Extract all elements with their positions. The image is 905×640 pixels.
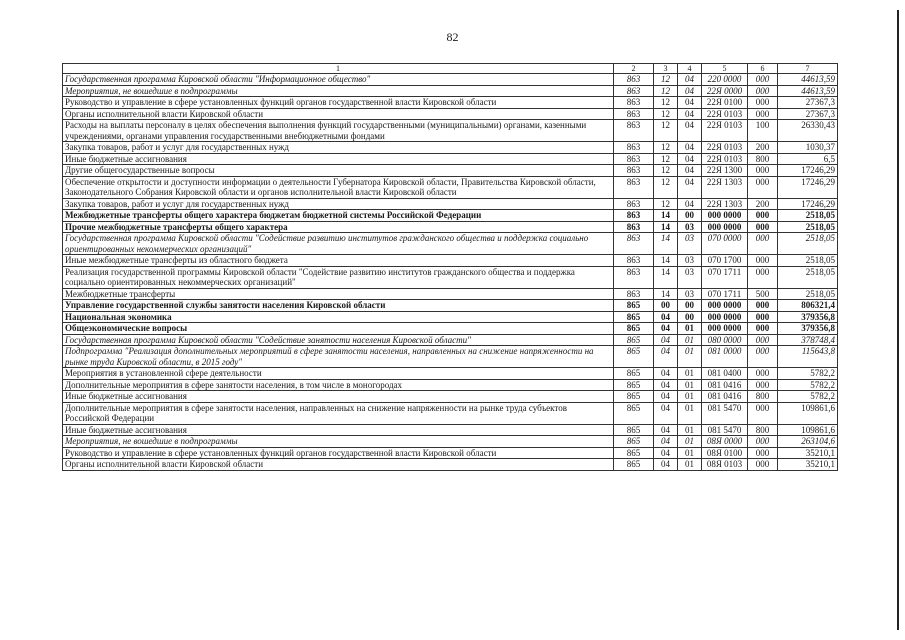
code-subsection: 01 (678, 379, 702, 391)
code-section: 14 (654, 210, 678, 222)
code-section: 12 (654, 97, 678, 109)
table-row (63, 266, 838, 288)
code-target-article: 08Я 0103 (702, 459, 748, 471)
row-amount: 379356,8 (778, 323, 838, 335)
code-expense-type: 000 (748, 459, 778, 471)
code-target-article: 22Я 0000 (702, 85, 748, 97)
row-amount: 109861,6 (778, 424, 838, 436)
table-row (63, 334, 838, 346)
code-expense-type: 800 (748, 391, 778, 403)
row-amount: 35210,1 (778, 447, 838, 459)
code-expense-type: 100 (748, 120, 778, 142)
row-description: Другие общегосударственные вопросы (63, 165, 614, 177)
row-amount: 17246,29 (778, 165, 838, 177)
row-amount: 379356,8 (778, 311, 838, 323)
code-target-article: 22Я 1303 (702, 198, 748, 210)
code-expense-type: 000 (748, 233, 778, 255)
code-expense-type: 000 (748, 379, 778, 391)
code-expense-type: 000 (748, 210, 778, 222)
code-ministry: 863 (614, 120, 654, 142)
code-section: 04 (654, 391, 678, 403)
code-ministry: 863 (614, 153, 654, 165)
code-target-article: 22Я 0103 (702, 142, 748, 154)
code-subsection: 01 (678, 436, 702, 448)
code-ministry: 865 (614, 334, 654, 346)
row-amount: 2518,05 (778, 288, 838, 300)
code-ministry: 863 (614, 85, 654, 97)
row-amount: 27367,3 (778, 108, 838, 120)
row-description: Закупка товаров, работ и услуг для государственных нужд (63, 142, 614, 154)
row-amount: 2518,05 (778, 210, 838, 222)
row-amount: 115643,8 (778, 346, 838, 368)
code-subsection: 01 (678, 323, 702, 335)
code-subsection: 04 (678, 108, 702, 120)
code-section: 12 (654, 165, 678, 177)
row-amount: 26330,43 (778, 120, 838, 142)
code-subsection: 04 (678, 74, 702, 86)
table-row (63, 97, 838, 109)
row-description: Общеэкономические вопросы (63, 323, 614, 335)
row-description: Иные бюджетные ассигнования (63, 424, 614, 436)
column-header: 5 (702, 64, 748, 74)
code-section: 04 (654, 334, 678, 346)
code-subsection: 00 (678, 311, 702, 323)
row-amount: 17246,29 (778, 176, 838, 198)
code-ministry: 865 (614, 368, 654, 380)
code-section: 04 (654, 379, 678, 391)
code-target-article: 22Я 0100 (702, 97, 748, 109)
code-target-article: 080 0000 (702, 334, 748, 346)
row-amount: 2518,05 (778, 255, 838, 267)
code-target-article: 22Я 0103 (702, 120, 748, 142)
row-description: Мероприятия, не вошедшие в подпрограммы (63, 85, 614, 97)
code-subsection: 01 (678, 402, 702, 424)
budget-table (62, 63, 838, 471)
code-ministry: 865 (614, 311, 654, 323)
row-description: Органы исполнительной власти Кировской области (63, 108, 614, 120)
code-subsection: 01 (678, 447, 702, 459)
code-target-article: 08Я 0000 (702, 436, 748, 448)
code-expense-type: 000 (748, 334, 778, 346)
row-amount: 378748,4 (778, 334, 838, 346)
code-expense-type: 000 (748, 323, 778, 335)
column-header: 2 (614, 64, 654, 74)
row-amount: 5782,2 (778, 368, 838, 380)
row-amount: 1030,37 (778, 142, 838, 154)
row-description: Межбюджетные трансферты общего характера бюджетам бюджетной системы Российской Федерации (63, 210, 614, 222)
table-row (63, 436, 838, 448)
column-header: 3 (654, 64, 678, 74)
code-section: 04 (654, 436, 678, 448)
code-ministry: 863 (614, 233, 654, 255)
code-subsection: 01 (678, 334, 702, 346)
code-target-article: 081 0416 (702, 379, 748, 391)
code-expense-type: 000 (748, 176, 778, 198)
code-subsection: 01 (678, 391, 702, 403)
table-row (63, 120, 838, 142)
code-subsection: 03 (678, 233, 702, 255)
code-ministry: 863 (614, 210, 654, 222)
code-ministry: 863 (614, 221, 654, 233)
budget-table-body (63, 64, 838, 471)
code-target-article: 081 0400 (702, 368, 748, 380)
code-expense-type: 000 (748, 108, 778, 120)
code-subsection: 04 (678, 165, 702, 177)
row-amount: 35210,1 (778, 459, 838, 471)
code-target-article: 22Я 1303 (702, 176, 748, 198)
code-ministry: 865 (614, 402, 654, 424)
code-expense-type: 000 (748, 436, 778, 448)
row-description: Иные бюджетные ассигнования (63, 391, 614, 403)
code-subsection: 04 (678, 198, 702, 210)
code-ministry: 865 (614, 379, 654, 391)
code-subsection: 04 (678, 153, 702, 165)
row-amount: 5782,2 (778, 391, 838, 403)
code-ministry: 863 (614, 108, 654, 120)
code-ministry: 865 (614, 447, 654, 459)
code-subsection: 00 (678, 300, 702, 312)
code-expense-type: 200 (748, 142, 778, 154)
code-target-article: 070 1711 (702, 288, 748, 300)
code-target-article: 070 0000 (702, 233, 748, 255)
code-ministry: 865 (614, 459, 654, 471)
code-subsection: 01 (678, 368, 702, 380)
code-expense-type: 800 (748, 424, 778, 436)
table-row (63, 300, 838, 312)
code-section: 04 (654, 402, 678, 424)
table-row (63, 210, 838, 222)
table-row (63, 74, 838, 86)
row-description: Руководство и управление в сфере установленных функций органов государственной власти Кировской области (63, 447, 614, 459)
code-section: 04 (654, 459, 678, 471)
row-description: Государственная программа Кировской области "Информационное общество" (63, 74, 614, 86)
row-description: Руководство и управление в сфере установленных функций органов государственной власти Кировской области (63, 97, 614, 109)
code-section: 04 (654, 346, 678, 368)
table-row (63, 368, 838, 380)
code-section: 14 (654, 255, 678, 267)
row-amount: 2518,05 (778, 266, 838, 288)
table-row (63, 176, 838, 198)
code-target-article: 081 5470 (702, 402, 748, 424)
table-row (63, 142, 838, 154)
row-description: Иные бюджетные ассигнования (63, 153, 614, 165)
code-section: 04 (654, 323, 678, 335)
code-section: 12 (654, 108, 678, 120)
code-ministry: 865 (614, 346, 654, 368)
table-row (63, 233, 838, 255)
row-description: Мероприятия, не вошедшие в подпрограммы (63, 436, 614, 448)
page-edge-rule (897, 10, 899, 630)
table-header-row (63, 64, 838, 74)
code-ministry: 863 (614, 74, 654, 86)
code-target-article: 22Я 0103 (702, 108, 748, 120)
code-ministry: 863 (614, 176, 654, 198)
code-expense-type: 800 (748, 153, 778, 165)
code-ministry: 865 (614, 323, 654, 335)
code-section: 00 (654, 300, 678, 312)
row-description: Обеспечение открытости и доступности информации о деятельности Губернатора Кировской области, Правительства Кировской области, Законодательного Собрания Кировской области и органов исполнительной власти Кировской области (63, 176, 614, 198)
page-number: 82 (446, 30, 459, 44)
table-row (63, 311, 838, 323)
row-description: Дополнительные мероприятия в сфере занятости населения, направленных на снижение напряженности на рынке труда субъектов Российской Федерации (63, 402, 614, 424)
code-target-article: 000 0000 (702, 311, 748, 323)
row-description: Расходы на выплаты персоналу в целях обеспечения выполнения функций государственными (муниципальными) органами, казенными учреждениями, органами управления государственными внебюджетными фондами (63, 120, 614, 142)
code-ministry: 863 (614, 255, 654, 267)
code-expense-type: 000 (748, 311, 778, 323)
code-expense-type: 000 (748, 346, 778, 368)
code-target-article: 08Я 0100 (702, 447, 748, 459)
code-subsection: 03 (678, 255, 702, 267)
code-target-article: 070 1711 (702, 266, 748, 288)
row-amount: 263104,6 (778, 436, 838, 448)
row-description: Государственная программа Кировской области "Содействие развитию институтов гражданского общества и поддержка социально ориентированных некоммерческих организаций" (63, 233, 614, 255)
code-ministry: 863 (614, 198, 654, 210)
code-target-article: 081 0416 (702, 391, 748, 403)
table-row (63, 391, 838, 403)
code-subsection: 01 (678, 424, 702, 436)
code-subsection: 04 (678, 142, 702, 154)
row-amount: 17246,29 (778, 198, 838, 210)
table-row (63, 459, 838, 471)
code-section: 14 (654, 266, 678, 288)
code-expense-type: 000 (748, 165, 778, 177)
code-section: 12 (654, 142, 678, 154)
code-subsection: 00 (678, 210, 702, 222)
code-target-article: 081 5470 (702, 424, 748, 436)
code-subsection: 01 (678, 459, 702, 471)
row-amount: 5782,2 (778, 379, 838, 391)
code-expense-type: 000 (748, 402, 778, 424)
row-description: Управление государственной службы занятости населения Кировской области (63, 300, 614, 312)
code-section: 04 (654, 447, 678, 459)
row-amount: 44613,59 (778, 74, 838, 86)
code-subsection: 04 (678, 120, 702, 142)
code-section: 12 (654, 176, 678, 198)
row-amount: 2518,05 (778, 233, 838, 255)
code-target-article: 000 0000 (702, 221, 748, 233)
code-expense-type: 500 (748, 288, 778, 300)
table-row (63, 288, 838, 300)
code-ministry: 865 (614, 300, 654, 312)
table-row (63, 379, 838, 391)
code-expense-type: 000 (748, 74, 778, 86)
code-ministry: 865 (614, 391, 654, 403)
code-ministry: 863 (614, 97, 654, 109)
code-ministry: 865 (614, 424, 654, 436)
table-row (63, 402, 838, 424)
column-header: 1 (63, 64, 614, 74)
code-subsection: 01 (678, 346, 702, 368)
table-row (63, 108, 838, 120)
table-row (63, 346, 838, 368)
table-row (63, 153, 838, 165)
table-row (63, 255, 838, 267)
table-row (63, 165, 838, 177)
code-ministry: 863 (614, 288, 654, 300)
row-description: Межбюджетные трансферты (63, 288, 614, 300)
code-expense-type: 000 (748, 447, 778, 459)
row-description: Национальная экономика (63, 311, 614, 323)
table-row (63, 424, 838, 436)
code-section: 12 (654, 85, 678, 97)
code-target-article: 000 0000 (702, 210, 748, 222)
code-subsection: 03 (678, 266, 702, 288)
code-ministry: 863 (614, 266, 654, 288)
row-description: Государственная программа Кировской области "Содействие занятости населения Кировской области" (63, 334, 614, 346)
code-section: 12 (654, 153, 678, 165)
code-section: 04 (654, 424, 678, 436)
code-expense-type: 000 (748, 97, 778, 109)
row-description: Органы исполнительной власти Кировской области (63, 459, 614, 471)
code-ministry: 863 (614, 142, 654, 154)
code-target-article: 220 0000 (702, 74, 748, 86)
row-description: Подпрограмма "Реализация дополнительных мероприятий в сфере занятости населения, направленных на снижение напряженности на рынке труда Кировской области, в 2015 году" (63, 346, 614, 368)
code-expense-type: 200 (748, 198, 778, 210)
table-row (63, 85, 838, 97)
code-expense-type: 000 (748, 368, 778, 380)
row-amount: 44613,59 (778, 85, 838, 97)
column-header: 6 (748, 64, 778, 74)
row-description: Прочие межбюджетные трансферты общего характера (63, 221, 614, 233)
code-ministry: 863 (614, 165, 654, 177)
code-subsection: 04 (678, 85, 702, 97)
code-section: 04 (654, 311, 678, 323)
row-description: Дополнительные мероприятия в сфере занятости населения, в том числе в моногородах (63, 379, 614, 391)
code-section: 14 (654, 288, 678, 300)
table-row (63, 198, 838, 210)
code-target-article: 000 0000 (702, 300, 748, 312)
row-description: Иные межбюджетные трансферты из областного бюджета (63, 255, 614, 267)
table-row (63, 323, 838, 335)
code-expense-type: 000 (748, 85, 778, 97)
code-expense-type: 000 (748, 255, 778, 267)
table-row (63, 221, 838, 233)
code-section: 12 (654, 74, 678, 86)
code-target-article: 000 0000 (702, 323, 748, 335)
row-amount: 806321,4 (778, 300, 838, 312)
code-section: 14 (654, 221, 678, 233)
code-expense-type: 000 (748, 221, 778, 233)
code-section: 04 (654, 368, 678, 380)
code-subsection: 04 (678, 97, 702, 109)
code-subsection: 03 (678, 221, 702, 233)
code-subsection: 03 (678, 288, 702, 300)
row-description: Реализация государственной программы Кировской области "Содействие развитию институтов гражданского общества и поддержка социально ориентированных некоммерческих организаций" (63, 266, 614, 288)
table-row (63, 447, 838, 459)
column-header: 7 (778, 64, 838, 74)
code-expense-type: 000 (748, 300, 778, 312)
code-section: 14 (654, 233, 678, 255)
code-target-article: 22Я 1300 (702, 165, 748, 177)
row-description: Мероприятия в установленной сфере деятельности (63, 368, 614, 380)
row-description: Закупка товаров, работ и услуг для государственных нужд (63, 198, 614, 210)
column-header: 4 (678, 64, 702, 74)
code-target-article: 081 0000 (702, 346, 748, 368)
row-amount: 109861,6 (778, 402, 838, 424)
code-section: 12 (654, 198, 678, 210)
code-expense-type: 000 (748, 266, 778, 288)
code-ministry: 865 (614, 436, 654, 448)
row-amount: 6,5 (778, 153, 838, 165)
code-subsection: 04 (678, 176, 702, 198)
row-amount: 2518,05 (778, 221, 838, 233)
code-target-article: 22Я 0103 (702, 153, 748, 165)
row-amount: 27367,3 (778, 97, 838, 109)
code-section: 12 (654, 120, 678, 142)
code-target-article: 070 1700 (702, 255, 748, 267)
